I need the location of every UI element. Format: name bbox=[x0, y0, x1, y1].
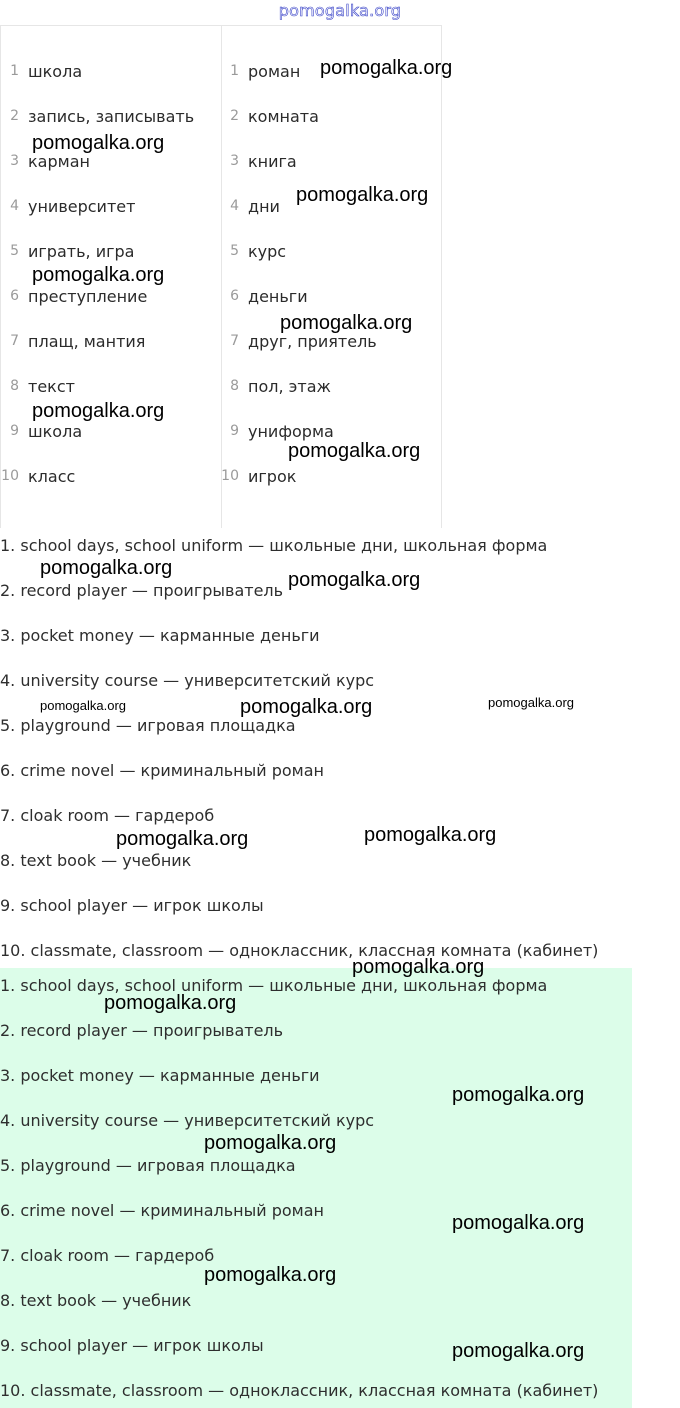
list-item: 7. cloak room — гардероб bbox=[0, 806, 215, 825]
list-item: 2. record player — проигрыватель bbox=[0, 581, 284, 600]
row-number: 8 bbox=[230, 378, 239, 394]
table-row bbox=[221, 375, 331, 397]
list-item: 6. crime novel — криминальный роман bbox=[0, 761, 325, 780]
row-word: друг, приятель bbox=[248, 331, 377, 351]
watermark-text: pomogalka.org bbox=[452, 1212, 585, 1234]
watermark-text: pomogalka.org bbox=[288, 440, 421, 462]
watermark-text: pomogalka.org bbox=[104, 992, 237, 1014]
row-number: 9 bbox=[230, 423, 239, 439]
watermark-text: pomogalka.org bbox=[352, 956, 485, 978]
row-number: 3 bbox=[230, 153, 239, 169]
header-watermark: pomogalka.org bbox=[278, 1, 402, 20]
list-item: 4. university course — университетский курс bbox=[0, 1111, 375, 1130]
watermark-text: pomogalka.org bbox=[452, 1084, 585, 1106]
row-number: 6 bbox=[230, 288, 239, 304]
list-item: 3. pocket money — карманные деньги bbox=[0, 626, 320, 645]
row-word: курс bbox=[248, 241, 287, 261]
table-row bbox=[221, 105, 319, 127]
table-row bbox=[1, 420, 82, 442]
row-number: 6 bbox=[10, 288, 19, 304]
row-word: плащ, мантия bbox=[28, 331, 146, 351]
list-item: 4. university course — университетский курс bbox=[0, 671, 375, 690]
watermark-text: pomogalka.org bbox=[32, 400, 165, 422]
list-item: 9. school player — игрок школы bbox=[0, 896, 264, 915]
watermark-text: pomogalka.org bbox=[280, 312, 413, 334]
row-word: класс bbox=[28, 466, 76, 486]
watermark-text: pomogalka.org bbox=[40, 698, 126, 713]
list-item: 8. text book — учебник bbox=[0, 1291, 192, 1310]
row-number: 2 bbox=[230, 108, 239, 124]
list-item: 1. school days, school uniform — школьные дни, школьная форма bbox=[0, 976, 548, 995]
watermark-text: pomogalka.org bbox=[320, 57, 453, 79]
row-word: текст bbox=[28, 376, 75, 396]
watermark-text: pomogalka.org bbox=[116, 828, 249, 850]
row-number: 7 bbox=[10, 333, 19, 349]
column-divider bbox=[221, 26, 222, 528]
list-item: 8. text book — учебник bbox=[0, 851, 192, 870]
row-word: книга bbox=[248, 151, 297, 171]
watermark-text: pomogalka.org bbox=[40, 557, 173, 579]
row-word: карман bbox=[28, 151, 90, 171]
table-row bbox=[1, 195, 135, 217]
table-row bbox=[221, 285, 308, 307]
row-number: 2 bbox=[10, 108, 19, 124]
watermark-text: pomogalka.org bbox=[204, 1264, 337, 1286]
table-row bbox=[221, 195, 280, 217]
table-row bbox=[1, 375, 75, 397]
list-item: 1. school days, school uniform — школьные дни, школьная форма bbox=[0, 536, 548, 555]
table-row bbox=[1, 105, 194, 127]
list-item: 2. record player — проигрыватель bbox=[0, 1021, 284, 1040]
list-item: 6. crime novel — криминальный роман bbox=[0, 1201, 325, 1220]
watermark-text: pomogalka.org bbox=[240, 696, 373, 718]
watermark-text: pomogalka.org bbox=[488, 695, 574, 710]
list-item: 9. school player — игрок школы bbox=[0, 1336, 264, 1355]
watermark-text: pomogalka.org bbox=[32, 132, 165, 154]
list-item: 7. cloak room — гардероб bbox=[0, 1246, 215, 1265]
row-number: 4 bbox=[230, 198, 239, 214]
list-item: 5. playground — игровая площадка bbox=[0, 1156, 296, 1175]
row-word: преступление bbox=[28, 286, 148, 306]
watermark-text: pomogalka.org bbox=[288, 569, 421, 591]
row-number: 7 bbox=[230, 333, 239, 349]
table-row bbox=[1, 285, 147, 307]
watermark-text: pomogalka.org bbox=[364, 824, 497, 846]
table-row bbox=[221, 60, 300, 82]
watermark-text: pomogalka.org bbox=[452, 1340, 585, 1362]
row-word: роман bbox=[248, 61, 301, 81]
watermark-text: pomogalka.org bbox=[32, 264, 165, 286]
watermark-text: pomogalka.org bbox=[296, 184, 429, 206]
row-word: школа bbox=[28, 421, 83, 441]
row-number: 9 bbox=[10, 423, 19, 439]
row-word: дни bbox=[248, 196, 280, 216]
table-row bbox=[221, 465, 296, 487]
row-number: 4 bbox=[10, 198, 19, 214]
list-item: 10. classmate, classroom — одноклассник, классная комната (кабинет) bbox=[0, 1381, 599, 1400]
row-word: школа bbox=[28, 61, 83, 81]
row-word: комната bbox=[248, 106, 319, 126]
table-row bbox=[1, 330, 145, 352]
row-number: 10 bbox=[1, 468, 19, 484]
row-number: 5 bbox=[10, 243, 19, 259]
watermark-text: pomogalka.org bbox=[204, 1132, 337, 1154]
row-word: игрок bbox=[248, 466, 297, 486]
row-number: 10 bbox=[221, 468, 239, 484]
row-word: пол, этаж bbox=[248, 376, 331, 396]
table-row bbox=[221, 150, 297, 172]
list-item: 10. classmate, classroom — одноклассник, классная комната (кабинет) bbox=[0, 941, 599, 960]
row-word: деньги bbox=[248, 286, 308, 306]
table-row bbox=[221, 240, 286, 262]
row-number: 1 bbox=[10, 63, 19, 79]
table-row bbox=[1, 465, 75, 487]
list-item: 3. pocket money — карманные деньги bbox=[0, 1066, 320, 1085]
row-number: 1 bbox=[230, 63, 239, 79]
list-item: 5. playground — игровая площадка bbox=[0, 716, 296, 735]
row-number: 5 bbox=[230, 243, 239, 259]
row-word: запись, записывать bbox=[28, 106, 195, 126]
table-row bbox=[1, 60, 82, 82]
row-number: 3 bbox=[10, 153, 19, 169]
row-word: униформа bbox=[248, 421, 334, 441]
row-word: университет bbox=[28, 196, 136, 216]
table-row bbox=[1, 240, 134, 262]
row-word: играть, игра bbox=[28, 241, 135, 261]
row-number: 8 bbox=[10, 378, 19, 394]
